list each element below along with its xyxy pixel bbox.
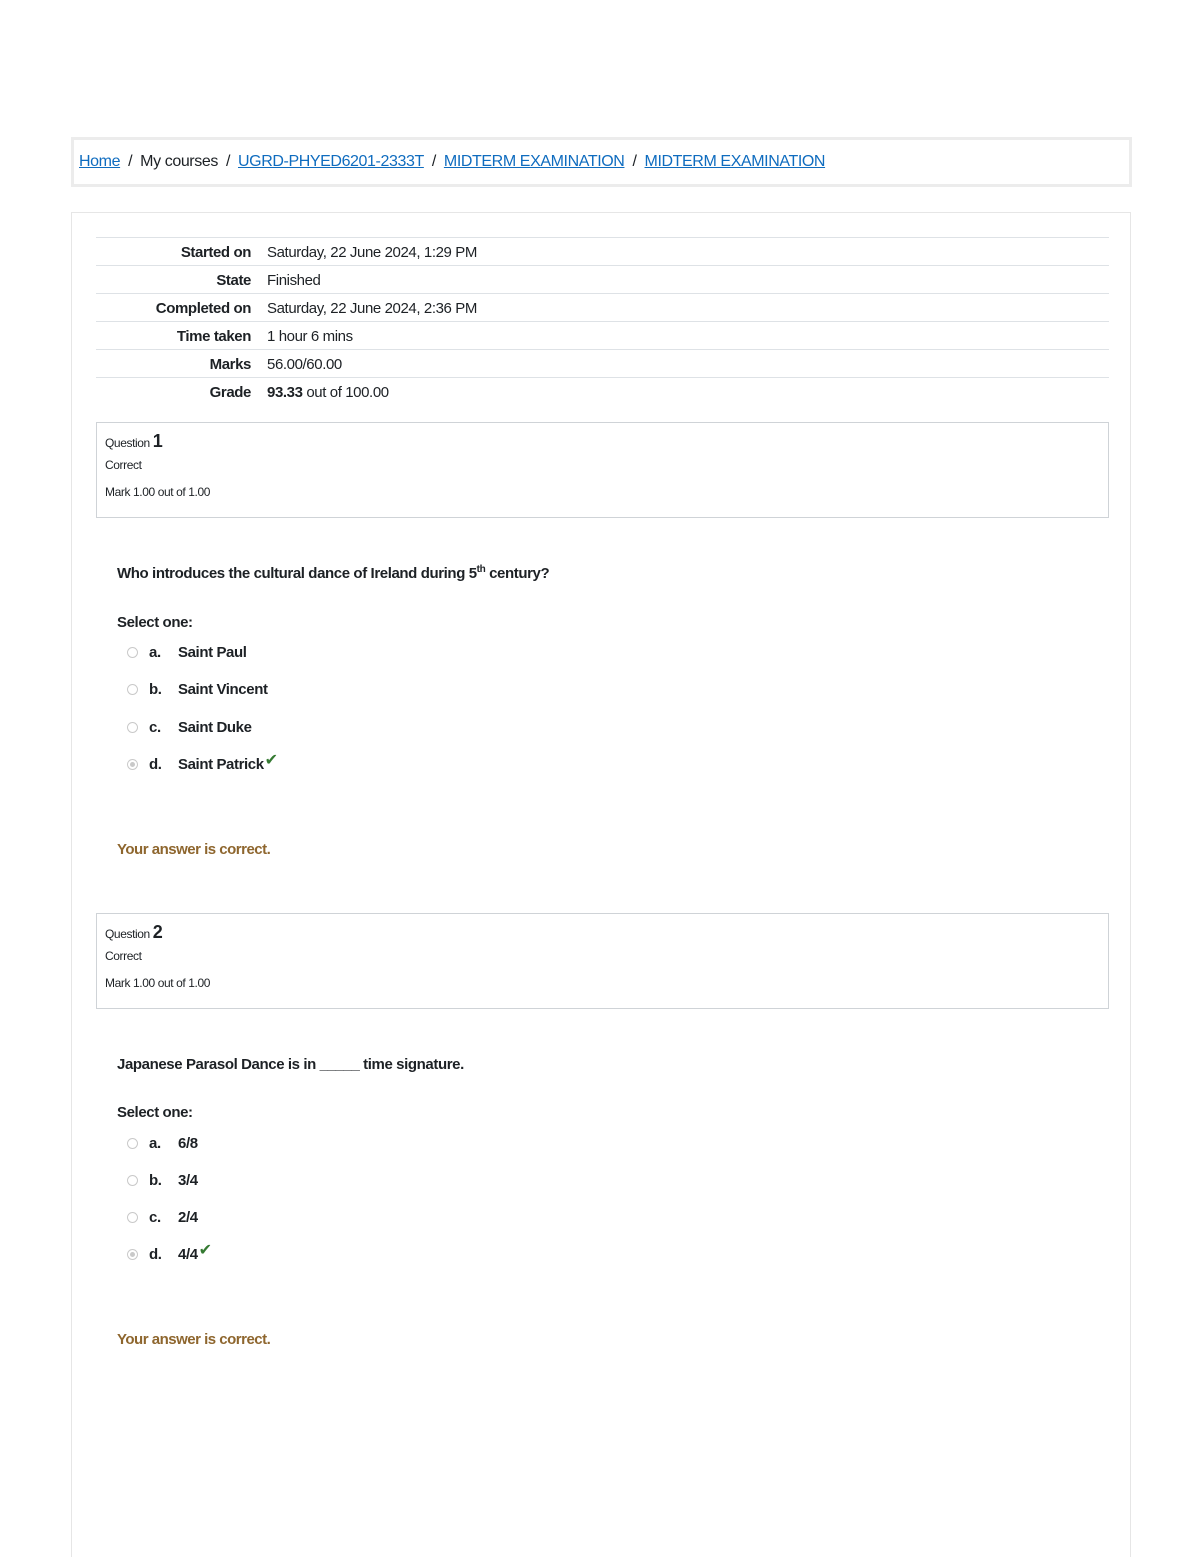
question-state: Correct	[105, 458, 142, 472]
question-text-part: Who introduces the cultural dance of Ireland during 5	[117, 565, 477, 582]
option-text: Saint Duke	[178, 718, 252, 736]
breadcrumb-quiz-link[interactable]: MIDTERM EXAMINATION	[644, 153, 826, 170]
summary-label: Started on	[180, 243, 251, 261]
question-2-info	[96, 913, 1109, 1009]
question-2-prompt: Select one:	[117, 1104, 193, 1121]
check-icon: ✔	[198, 1242, 212, 1259]
question-mark: Mark 1.00 out of 1.00	[105, 976, 211, 990]
question-1-option-c[interactable]	[127, 716, 252, 738]
radio-button[interactable]	[127, 722, 138, 733]
grade-suffix: out of 100.00	[306, 383, 389, 401]
question-number: 2	[152, 922, 163, 942]
question-1-info	[96, 422, 1109, 518]
option-text: 2/4	[178, 1208, 198, 1226]
question-1-feedback: Your answer is correct.	[117, 841, 271, 858]
summary-row-grade	[96, 378, 1109, 406]
attempt-summary-table	[96, 237, 1109, 405]
radio-button[interactable]	[127, 1212, 138, 1223]
breadcrumb-home-link[interactable]: Home	[79, 153, 121, 170]
option-text: Saint Patrick	[178, 755, 264, 773]
summary-row-completed	[96, 294, 1109, 322]
question-label: Question	[105, 927, 150, 941]
grade-score: 93.33	[267, 383, 303, 401]
option-text: 6/8	[178, 1134, 198, 1152]
option-letter: d.	[149, 1245, 162, 1263]
question-1-text	[117, 564, 549, 582]
question-2-option-a[interactable]	[127, 1132, 198, 1154]
breadcrumb-separator: /	[632, 153, 637, 170]
option-letter: c.	[149, 1208, 161, 1226]
summary-value: Saturday, 22 June 2024, 1:29 PM	[267, 243, 477, 261]
check-icon: ✔	[264, 752, 278, 769]
breadcrumb-my-courses[interactable]: My courses	[140, 153, 218, 170]
summary-label: Grade	[209, 383, 251, 401]
option-text: Saint Vincent	[178, 680, 268, 698]
breadcrumb-separator: /	[431, 153, 436, 170]
question-1-option-a[interactable]	[127, 641, 247, 663]
question-text-superscript: th	[476, 564, 486, 575]
summary-label: Marks	[209, 355, 251, 373]
option-text: Saint Paul	[178, 643, 247, 661]
summary-value: 56.00/60.00	[267, 355, 342, 373]
question-1-option-d[interactable]	[127, 753, 278, 775]
question-number: 1	[152, 431, 163, 451]
breadcrumb	[71, 137, 1132, 187]
question-2-option-c[interactable]	[127, 1206, 198, 1228]
summary-value: 1 hour 6 mins	[267, 327, 353, 345]
option-text: 4/4	[178, 1245, 198, 1263]
option-letter: d.	[149, 755, 162, 773]
option-letter: b.	[149, 680, 162, 698]
option-text: 3/4	[178, 1171, 198, 1189]
question-1-option-b[interactable]	[127, 678, 268, 700]
question-2-feedback: Your answer is correct.	[117, 1331, 271, 1348]
summary-label: Completed on	[155, 299, 251, 317]
summary-label: Time taken	[176, 327, 251, 345]
summary-label: State	[216, 271, 251, 289]
radio-button[interactable]	[127, 684, 138, 695]
summary-value	[267, 378, 1109, 406]
radio-button[interactable]	[127, 1138, 138, 1149]
summary-row-state	[96, 266, 1109, 294]
question-2-text: Japanese Parasol Dance is in _____ time signature.	[117, 1056, 464, 1073]
question-state: Correct	[105, 949, 142, 963]
question-label: Question	[105, 436, 150, 450]
breadcrumb-separator: /	[128, 153, 133, 170]
breadcrumb-section-link[interactable]: MIDTERM EXAMINATION	[443, 153, 625, 170]
option-letter: a.	[149, 643, 161, 661]
question-mark: Mark 1.00 out of 1.00	[105, 485, 211, 499]
review-region	[71, 212, 1131, 1557]
summary-row-time-taken	[96, 322, 1109, 350]
radio-button-checked[interactable]	[127, 759, 138, 770]
question-2-option-b[interactable]	[127, 1169, 198, 1191]
radio-button[interactable]	[127, 647, 138, 658]
summary-value: Finished	[267, 271, 321, 289]
breadcrumb-course-link[interactable]: UGRD-PHYED6201-2333T	[238, 153, 424, 170]
question-text-part: century?	[485, 565, 550, 582]
option-letter: b.	[149, 1171, 162, 1189]
option-letter: a.	[149, 1134, 161, 1152]
summary-value: Saturday, 22 June 2024, 2:36 PM	[267, 299, 477, 317]
option-letter: c.	[149, 718, 161, 736]
summary-row-marks	[96, 350, 1109, 378]
question-2-option-d[interactable]	[127, 1243, 212, 1265]
radio-button[interactable]	[127, 1175, 138, 1186]
question-1-prompt: Select one:	[117, 614, 193, 631]
breadcrumb-separator: /	[225, 153, 230, 170]
radio-button-checked[interactable]	[127, 1249, 138, 1260]
summary-row-started	[96, 238, 1109, 266]
